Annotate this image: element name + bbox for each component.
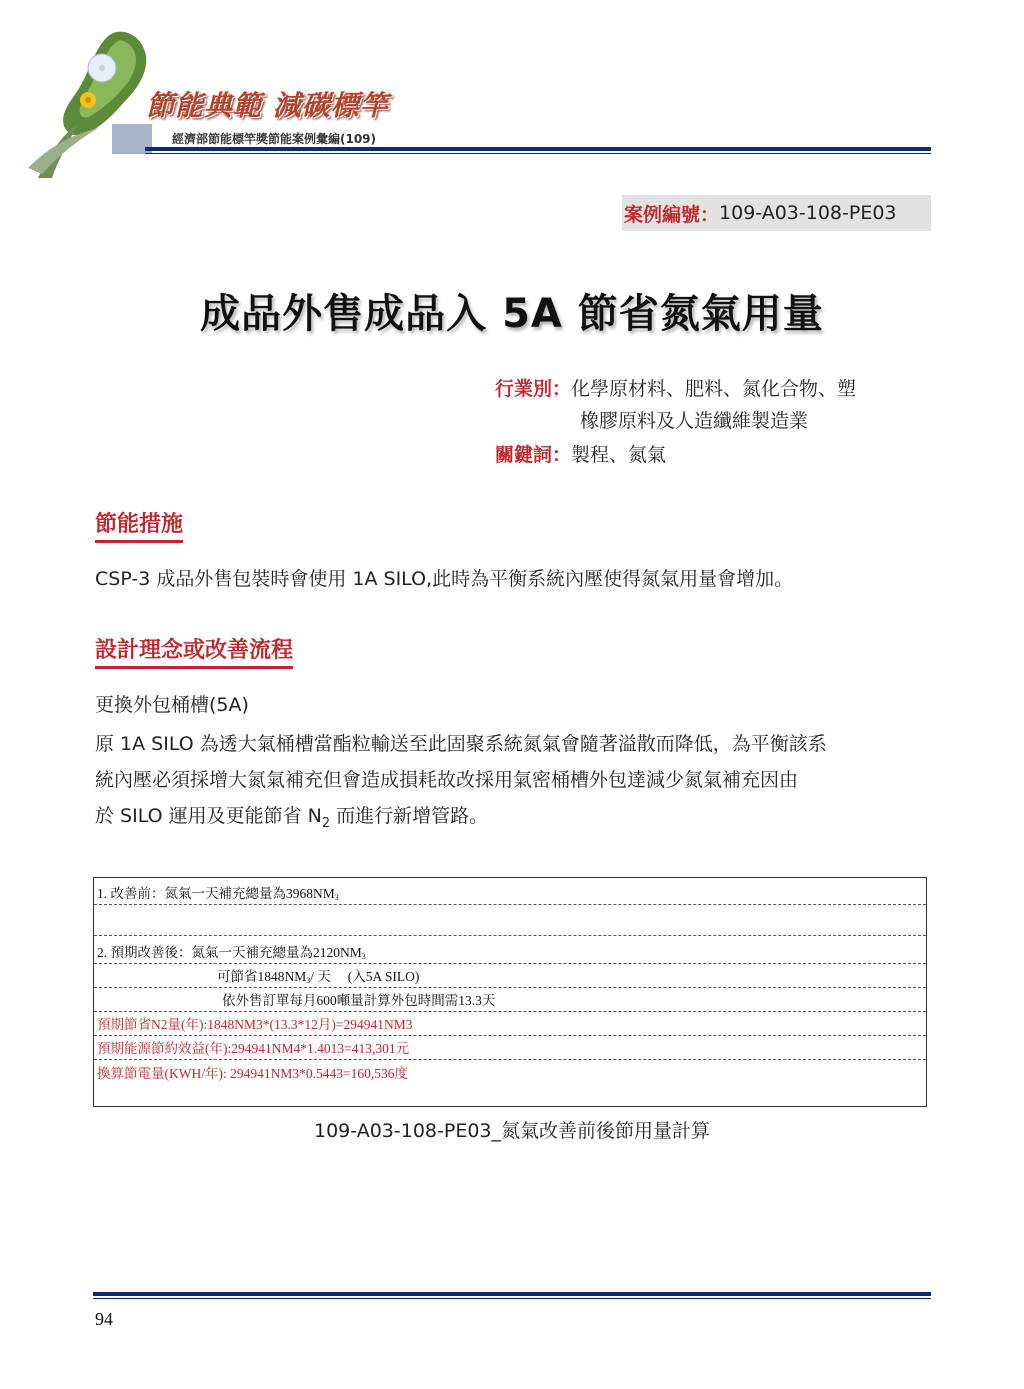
banner-title: 節能典範 減碳標竿 (146, 89, 389, 122)
table-row-saving (94, 964, 926, 988)
design-line-4-end: 而進行新增管路。 (330, 805, 489, 827)
design-line-2: 原 1A SILO 為透大氣桶槽當酯粒輸送至此固聚系統氮氣會隨著溢散而降低，為平衡該系 (95, 733, 827, 755)
before-text: 1. 改善前：氮氣一天補充總量為3968NM (97, 886, 335, 901)
table-row-blank (94, 905, 926, 936)
keywords-label: 關鍵詞： (495, 444, 572, 466)
header-rule-thin (145, 153, 931, 154)
saving-sup: 3 (306, 976, 311, 985)
page-title: 成品外售成品入 5A 節省氮氣用量 (200, 291, 824, 337)
design-line-4-start: 於 SILO 運用及更能節省 N (95, 805, 322, 827)
case-number-value: 109-A03-108-PE03 (719, 202, 897, 224)
case-number-box (622, 195, 931, 231)
header-rule-thick (145, 147, 931, 151)
orders-text: 依外售訂單每月600噸量計算外包時間需13.3天 (222, 993, 496, 1008)
table-row-n2-saving (94, 1012, 926, 1036)
design-line-3: 統內壓必須採增大氮氣補充但會造成損耗故改採用氣密桶槽外包達減少氮氣補充因由 (95, 769, 799, 791)
section-heading-design: 設計理念或改善流程 (95, 633, 293, 669)
footer-rule-thin (93, 1298, 931, 1299)
design-line-4 (95, 801, 488, 839)
banner-subtitle: 經濟部節能標竿獎節能案例彙編(109) (172, 132, 377, 146)
after-sup: 3 (361, 952, 366, 961)
footer-rule-thick (93, 1292, 931, 1296)
page-number: 94 (95, 1309, 113, 1329)
keywords-value: 製程、氮氣 (571, 444, 667, 466)
table-row-power-saving (94, 1060, 926, 1084)
industry-value-line2: 橡膠原料及人造纖維製造業 (580, 410, 809, 432)
table-row-before (94, 878, 926, 905)
energy-benefit-text: 預期能源節約效益(年):294941NM4*1.4013=413,301元 (97, 1041, 410, 1056)
measures-body: CSP-3 成品外售包裝時會使用 1A SILO,此時為平衡系統內壓使得氮氣用量會增加。 (95, 568, 794, 590)
page-header (0, 0, 1024, 185)
design-line-1: 更換外包桶槽(5A) (95, 694, 249, 716)
n2-saving-text: 預期節省N2量(年):1848NM3*(13.3*12月)=294941NM3 (97, 1017, 413, 1032)
case-number-label: 案例編號： (624, 203, 720, 226)
table-caption: 109-A03-108-PE03_氮氣改善前後節用量計算 (314, 1120, 710, 1142)
calculation-table (93, 877, 927, 1107)
keywords-row (495, 440, 666, 470)
table-row-orders (94, 988, 926, 1012)
industry-label: 行業別： (495, 378, 572, 400)
section-heading-measures: 節能措施 (95, 507, 183, 543)
table-row-energy-benefit (94, 1036, 926, 1060)
saving-text-b: / 天 (入5A SILO) (310, 969, 420, 984)
after-text: 2. 預期改善後：氮氣一天補充總量為2120NM (97, 945, 362, 960)
industry-value-line1: 化學原材料、肥料、氮化合物、塑 (571, 378, 857, 400)
before-sup: 3 (334, 893, 339, 902)
table-row-after (94, 936, 926, 964)
industry-row (495, 374, 856, 404)
saving-text-a: 可節省1848NM (217, 969, 307, 984)
power-saving-text: 換算節電量(KWH/年): 294941NM3*0.5443=160,536度 (97, 1066, 408, 1081)
design-line-4-subscript: 2 (321, 815, 331, 831)
